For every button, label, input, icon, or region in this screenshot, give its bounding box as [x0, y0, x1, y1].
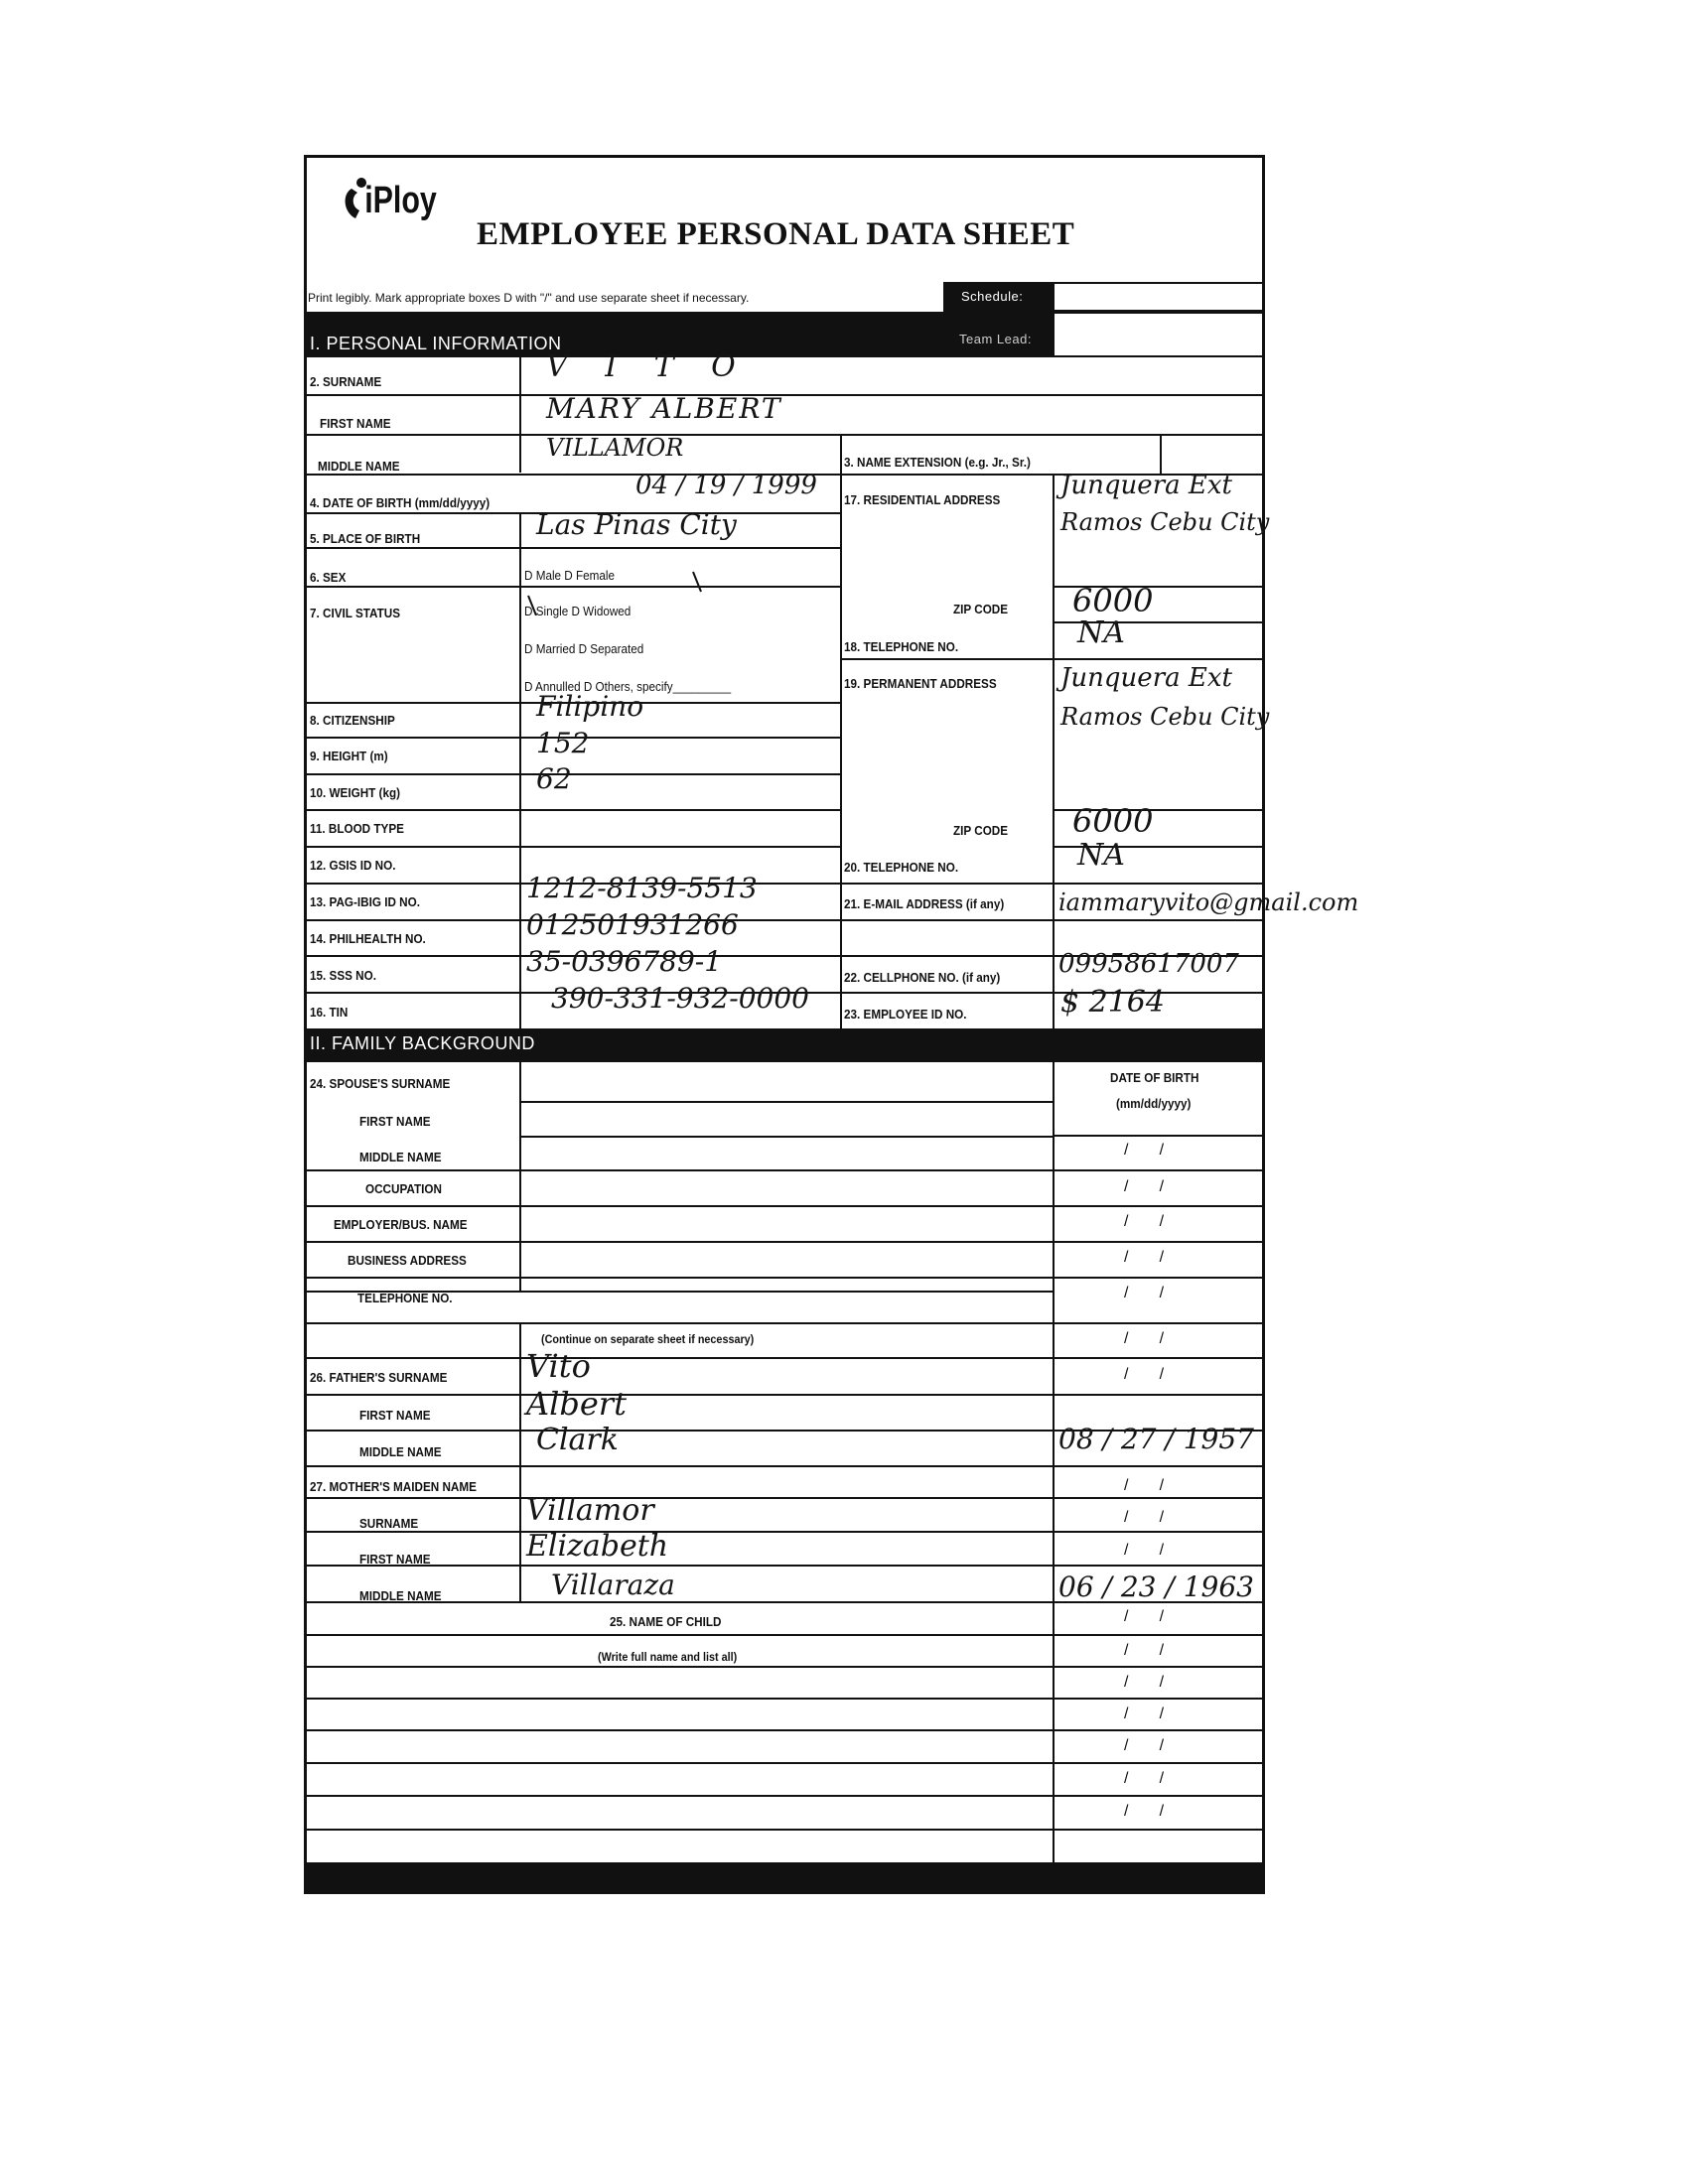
dob-slash-placeholder[interactable]: / / — [1124, 1213, 1165, 1230]
label-blood-type: 11. BLOOD TYPE — [310, 821, 404, 836]
value-email[interactable]: iammaryvito@gmail.com — [1058, 888, 1359, 916]
continue-note: (Continue on separate sheet if necessary) — [541, 1332, 755, 1346]
label-mother-first-name: FIRST NAME — [359, 1552, 431, 1567]
logo-swoosh-icon — [346, 189, 359, 218]
value-residential-address-1[interactable]: Junquera Ext — [1060, 471, 1232, 500]
schedule-field[interactable] — [1053, 282, 1265, 312]
label-dob-format: (mm/dd/yyyy) — [1116, 1096, 1192, 1111]
label-spouse-occupation: OCCUPATION — [365, 1181, 442, 1196]
value-permanent-address-2[interactable]: Ramos Cebu City — [1060, 703, 1270, 731]
value-surname[interactable]: V I T O — [546, 349, 750, 384]
sex-options[interactable]: D Male D Female — [524, 568, 616, 583]
dob-slash-placeholder[interactable]: / / — [1124, 1477, 1165, 1494]
value-tin[interactable]: 390-331-932-0000 — [551, 982, 809, 1015]
civil-status-row3[interactable]: D Annulled D Others, specify_________ — [524, 679, 732, 694]
value-zip-code-1[interactable]: 6000 — [1072, 582, 1154, 619]
dob-slash-placeholder[interactable]: / / — [1124, 1178, 1165, 1195]
iploy-logo — [338, 169, 457, 230]
value-mother-surname[interactable]: Villamor — [526, 1493, 654, 1528]
value-sss[interactable]: 35-0396789-1 — [526, 945, 723, 978]
label-zip-code-1: ZIP CODE — [953, 602, 1009, 616]
label-tin: 16. TIN — [310, 1005, 349, 1020]
value-father-middle-name[interactable]: Clark — [536, 1423, 619, 1457]
page-title: EMPLOYEE PERSONAL DATA SHEET — [477, 216, 1075, 252]
label-zip-code-2: ZIP CODE — [953, 823, 1009, 838]
label-mother-maiden-name: 27. MOTHER'S MAIDEN NAME — [310, 1479, 477, 1494]
team-lead-field[interactable] — [1053, 312, 1265, 357]
civil-status-row1[interactable]: D Single D Widowed — [524, 604, 632, 618]
dob-slash-placeholder[interactable]: / / — [1124, 1674, 1165, 1691]
label-place-of-birth: 5. PLACE OF BIRTH — [310, 531, 421, 546]
value-permanent-address-1[interactable]: Junquera Ext — [1060, 663, 1232, 693]
value-mother-dob[interactable]: 06 / 23 / 1963 — [1058, 1570, 1254, 1603]
label-spouse-first-name: FIRST NAME — [359, 1114, 431, 1129]
label-telephone-1: 18. TELEPHONE NO. — [844, 639, 959, 654]
dob-slash-placeholder[interactable]: / / — [1124, 1608, 1165, 1625]
value-date-of-birth[interactable]: 04 / 19 / 1999 — [635, 471, 817, 500]
dob-slash-placeholder[interactable]: / / — [1124, 1330, 1165, 1347]
label-sss: 15. SSS NO. — [310, 968, 376, 983]
label-mother-surname: SURNAME — [359, 1516, 419, 1531]
label-name-of-child: 25. NAME OF CHILD — [610, 1614, 722, 1629]
label-residential-address: 17. RESIDENTIAL ADDRESS — [844, 492, 1001, 507]
label-first-name: FIRST NAME — [320, 416, 391, 431]
instructions: Print legibly. Mark appropriate boxes D with "/" and use separate sheet if necessary. — [308, 291, 750, 305]
civil-status-row2[interactable]: D Married D Separated — [524, 641, 644, 656]
value-philhealth[interactable]: 012501931266 — [526, 908, 739, 941]
bottom-bar — [304, 1862, 1265, 1894]
value-weight[interactable]: 62 — [536, 762, 572, 795]
value-cellphone[interactable]: 09958617007 — [1058, 949, 1239, 979]
value-mother-first-name[interactable]: Elizabeth — [526, 1529, 669, 1564]
dob-slash-placeholder[interactable]: / / — [1124, 1366, 1165, 1383]
value-employee-id[interactable]: $ 2164 — [1060, 985, 1165, 1020]
dob-slash-placeholder[interactable]: / / — [1124, 1737, 1165, 1754]
value-father-dob[interactable]: 08 / 27 / 1957 — [1058, 1423, 1254, 1455]
section2-header: II. FAMILY BACKGROUND — [304, 1028, 1265, 1062]
value-zip-code-2[interactable]: 6000 — [1072, 802, 1154, 840]
dob-slash-placeholder[interactable]: / / — [1124, 1803, 1165, 1820]
label-father-middle-name: MIDDLE NAME — [359, 1444, 442, 1459]
dob-slash-placeholder[interactable]: / / — [1124, 1142, 1165, 1159]
label-spouse-surname: 24. SPOUSE'S SURNAME — [310, 1076, 451, 1091]
label-spouse-employer: EMPLOYER/BUS. NAME — [334, 1217, 468, 1232]
label-email: 21. E-MAIL ADDRESS (if any) — [844, 896, 1005, 911]
logo-wordmark: iPloy — [364, 179, 437, 221]
label-gsis: 12. GSIS ID NO. — [310, 858, 396, 873]
child-note: (Write full name and list all) — [598, 1650, 738, 1664]
value-first-name[interactable]: MARY ALBERT — [546, 392, 782, 425]
label-pagibig: 13. PAG-IBIG ID NO. — [310, 894, 420, 909]
label-name-extension: 3. NAME EXTENSION (e.g. Jr., Sr.) — [844, 455, 1031, 470]
schedule-label-box: Schedule: — [943, 282, 1053, 312]
value-height[interactable]: 152 — [536, 727, 590, 759]
dob-slash-placeholder[interactable]: / / — [1124, 1509, 1165, 1526]
dob-slash-placeholder[interactable]: / / — [1124, 1642, 1165, 1659]
checkmarks — [516, 536, 735, 615]
label-permanent-address: 19. PERMANENT ADDRESS — [844, 676, 997, 691]
section1-header: I. PERSONAL INFORMATION Team Lead: — [304, 312, 1053, 357]
dob-slash-placeholder[interactable]: / / — [1124, 1770, 1165, 1787]
dob-slash-placeholder[interactable]: / / — [1124, 1542, 1165, 1559]
label-business-address: BUSINESS ADDRESS — [348, 1253, 467, 1268]
dob-slash-placeholder[interactable]: / / — [1124, 1249, 1165, 1266]
label-cellphone: 22. CELLPHONE NO. (if any) — [844, 970, 1001, 985]
label-surname: 2. SURNAME — [310, 374, 382, 389]
label-height: 9. HEIGHT (m) — [310, 749, 388, 763]
value-middle-name[interactable]: VILLAMOR — [546, 434, 684, 462]
dob-slash-placeholder[interactable]: / / — [1124, 1706, 1165, 1722]
value-place-of-birth[interactable]: Las Pinas City — [536, 508, 737, 541]
label-middle-name: MIDDLE NAME — [318, 459, 400, 474]
dob-slash-placeholder[interactable]: / / — [1124, 1285, 1165, 1301]
value-citizenship[interactable]: Filipino — [536, 690, 644, 723]
label-citizenship: 8. CITIZENSHIP — [310, 713, 395, 728]
label-sex: 6. SEX — [310, 570, 347, 585]
label-philhealth: 14. PHILHEALTH NO. — [310, 931, 426, 946]
label-civil-status: 7. CIVIL STATUS — [310, 606, 401, 620]
label-dob-header: DATE OF BIRTH — [1110, 1070, 1199, 1085]
value-mother-middle-name[interactable]: Villaraza — [551, 1569, 675, 1601]
label-date-of-birth: 4. DATE OF BIRTH (mm/dd/yyyy) — [310, 495, 491, 510]
label-employee-id: 23. EMPLOYEE ID NO. — [844, 1007, 967, 1022]
value-telephone-1[interactable]: NA — [1077, 615, 1125, 650]
label-father-first-name: FIRST NAME — [359, 1408, 431, 1423]
value-pagibig[interactable]: 1212-8139-5513 — [526, 872, 758, 904]
label-mother-middle-name: MIDDLE NAME — [359, 1588, 442, 1603]
label-father-surname: 26. FATHER'S SURNAME — [310, 1370, 448, 1385]
value-father-surname[interactable]: Vito — [526, 1347, 591, 1385]
label-spouse-telephone: TELEPHONE NO. — [357, 1291, 453, 1305]
label-spouse-middle-name: MIDDLE NAME — [359, 1150, 442, 1164]
value-telephone-2[interactable]: NA — [1077, 838, 1125, 873]
label-telephone-2: 20. TELEPHONE NO. — [844, 860, 959, 875]
value-father-first-name[interactable]: Albert — [526, 1385, 627, 1423]
label-weight: 10. WEIGHT (kg) — [310, 785, 401, 800]
value-residential-address-2[interactable]: Ramos Cebu City — [1060, 508, 1270, 536]
